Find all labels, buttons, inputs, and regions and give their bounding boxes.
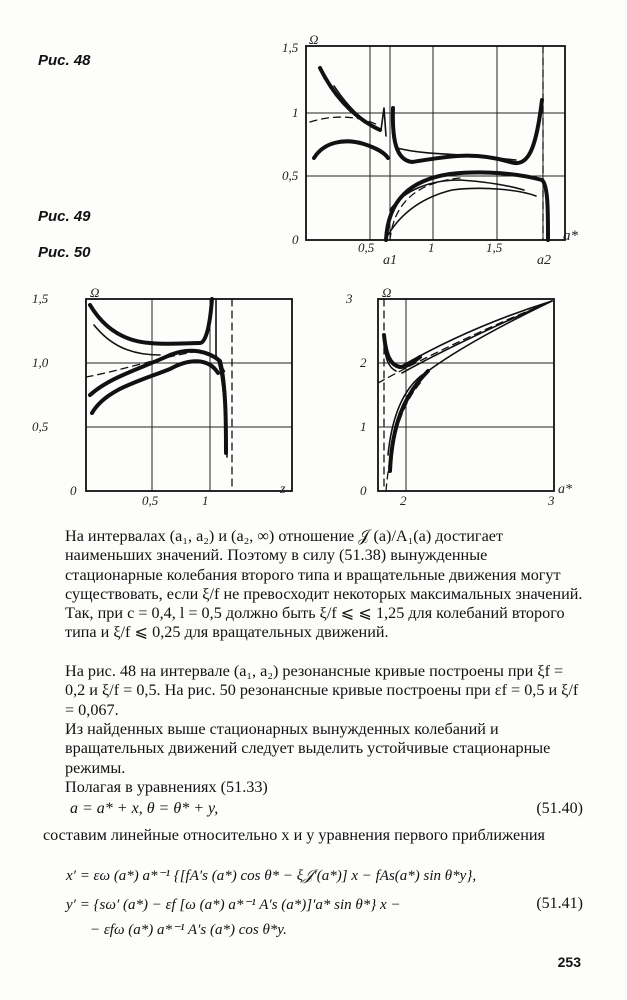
curve — [428, 301, 552, 371]
figure-50-label: Рис. 50 — [38, 244, 91, 261]
paragraph-5-block — [43, 826, 588, 845]
equation-51-40: a = a* + x, θ = θ* + y, — [70, 800, 219, 817]
y-tick: 1,5 — [32, 291, 49, 306]
y-tick: 0,5 — [282, 168, 299, 183]
x-axis-label: z — [280, 482, 286, 497]
curve — [381, 108, 386, 136]
figure-49-label: Рис. 49 — [38, 208, 91, 225]
x-tick: 3 — [548, 493, 555, 508]
plot-frame — [86, 299, 292, 491]
x-axis-label: a* — [563, 228, 578, 244]
y-axis-label: Ω — [90, 285, 100, 300]
y-tick: 0,5 — [32, 419, 49, 434]
paragraph-2-block — [65, 662, 585, 720]
curve — [397, 148, 516, 160]
y-axis-label: Ω — [382, 285, 392, 300]
paragraph-1-block — [65, 527, 585, 643]
curve — [90, 351, 226, 453]
equation-51-41-line-3: − εfω (a*) a*⁻¹ A′s (a*) cos θ*y. — [90, 922, 287, 938]
y-tick: 1 — [292, 105, 299, 120]
y-tick: 0 — [360, 483, 367, 498]
curve — [320, 68, 380, 130]
x-axis-label: a* — [558, 482, 572, 497]
figure-48-plot — [280, 30, 580, 270]
page-number: 253 — [557, 954, 581, 970]
paragraph-3: Из найденных выше стационарных вынужденных колебаний и вращательных движений следует выделить устойчивые стационарные режимы. — [65, 720, 551, 777]
paragraph-4: Полагая в уравнениях (51.33) — [65, 778, 268, 796]
curve — [314, 141, 388, 158]
curve — [92, 361, 218, 413]
curve — [390, 180, 524, 210]
figure-48-label: Рис. 48 — [38, 52, 91, 69]
equation-51-41-line-1: x′ = εω (a*) a*⁻¹ {[fA′s (a*) cos θ* − ξ𝒥′(a*)] x − fAs(a*) sin θ*y}, — [66, 868, 477, 884]
y-tick: 1 — [360, 419, 367, 434]
curve — [388, 188, 536, 235]
curve — [386, 172, 548, 240]
y-tick: 0 — [292, 232, 299, 247]
curve — [90, 299, 212, 344]
y-tick: 2 — [360, 355, 367, 370]
x-tick: 1,5 — [486, 240, 503, 255]
curve — [393, 100, 542, 163]
curve — [216, 299, 227, 457]
curve — [390, 371, 428, 471]
paragraph-3-block — [65, 720, 585, 778]
paragraph-5: составим линейные относительно x и y уравнения первого приближения — [43, 826, 545, 844]
curve — [390, 178, 460, 240]
y-axis-label: Ω — [309, 32, 319, 47]
y-tick: 1,0 — [32, 355, 49, 370]
x-mark-a1: a1 — [383, 253, 397, 268]
paragraph-4-block — [65, 778, 585, 797]
x-tick: 2 — [400, 493, 407, 508]
x-tick: 0,5 — [142, 493, 159, 508]
figure-50-left-plot — [30, 285, 300, 510]
equation-51-41-number: (51.41) — [536, 895, 583, 912]
x-mark-a2: a2 — [537, 253, 551, 268]
equation-51-41-line-2: y′ = {sω′ (a*) − εf [ω (a*) a*⁻¹ A′s (a*)]′a* sin θ*} x − — [66, 897, 401, 913]
figure-50-right-plot — [338, 285, 578, 510]
x-tick: 1 — [202, 493, 209, 508]
x-tick: 0,5 — [358, 240, 375, 255]
equation-51-40-number: (51.40) — [536, 800, 583, 817]
y-tick: 1,5 — [282, 40, 299, 55]
paragraph-2: На рис. 48 на интервале (a₁, a₂) резонансные кривые построены при ξf = 0,2 и ξ/f = 0,5. На рис. 50 резонансные кривые построены при εf = 0,5 и ξ/f = 0,067. — [65, 662, 579, 719]
y-tick: 0 — [70, 483, 77, 498]
paragraph-1: На интервалах (a₁, a₂) и (a₂, ∞) отношение 𝒥 (a)/A₁(a) достигает наименьших значений. Поэтому в силу (51.38) вынужденные стационарные колебания второго типа и вращательные движения могут существовать, если ξ/f не превосходит некоторых максимальных значений. Так, при c = 0,4, l = 0,5 должно быть ξ/f ⩽ ⩽ 1,25 для колебаний второго типа и ξ/f ⩽ 0,25 для вращательных движений. — [65, 527, 583, 642]
y-tick: 3 — [346, 291, 353, 306]
x-tick: 1 — [428, 240, 435, 255]
curve — [384, 335, 420, 367]
